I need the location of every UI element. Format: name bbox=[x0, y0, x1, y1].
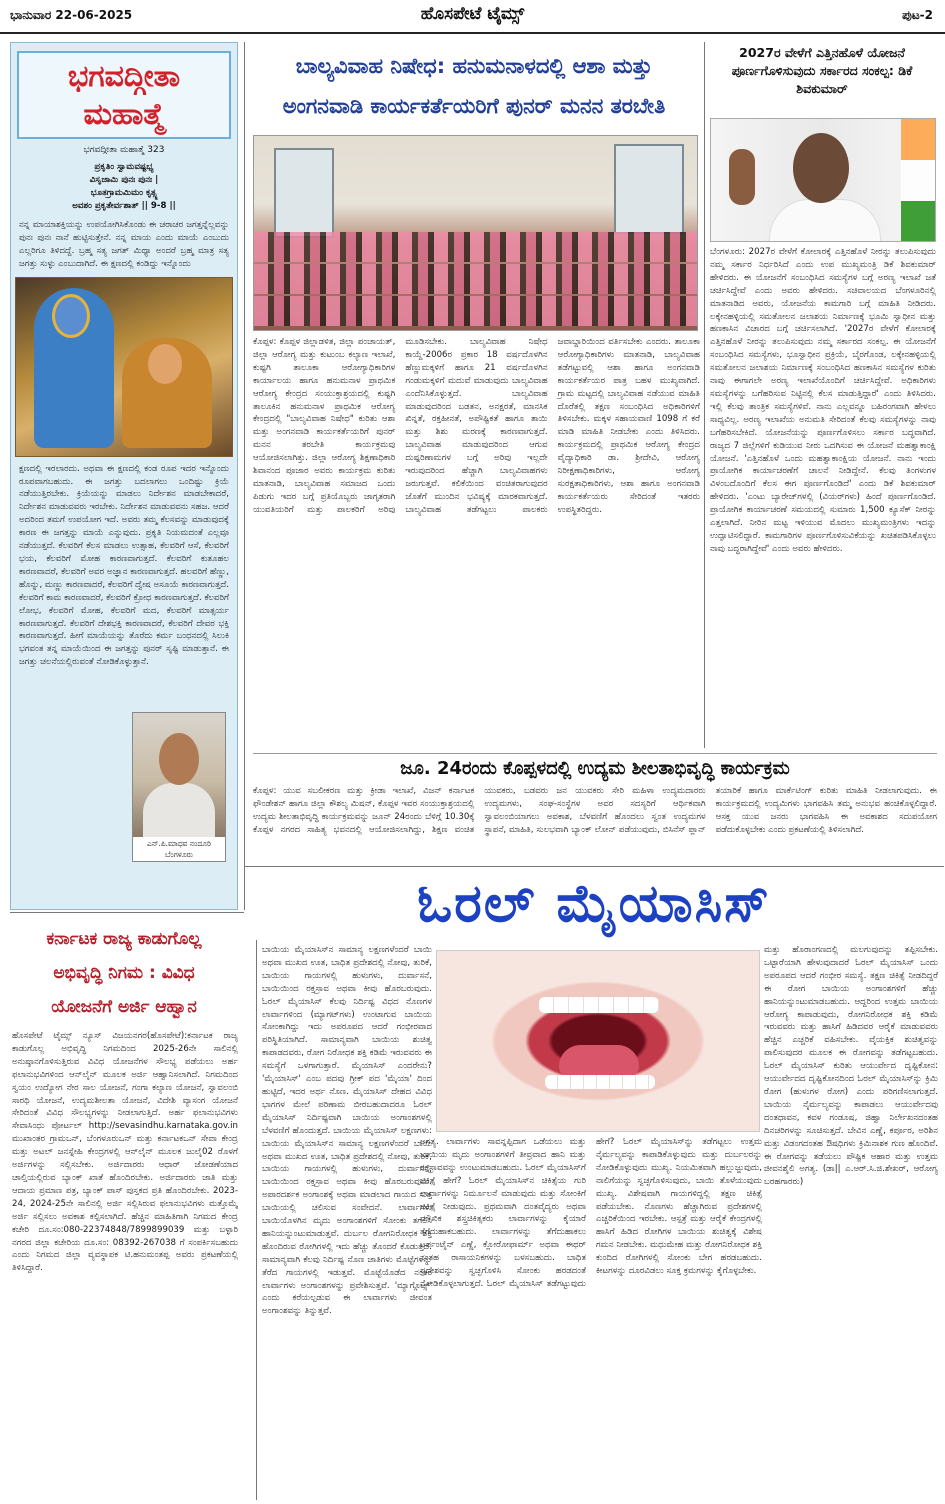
arjuna-head bbox=[148, 344, 182, 384]
page-number: ಪುಟ-2 bbox=[902, 8, 933, 22]
column-divider bbox=[704, 42, 705, 748]
masthead bbox=[0, 0, 945, 34]
author-place: ಬೆಂಗಳೂರು bbox=[164, 850, 193, 859]
window-left bbox=[274, 148, 334, 238]
lower-teeth bbox=[545, 1075, 655, 1089]
krdc-article: ಹೊಸಪೇಟೆ ಟೈಮ್ಸ್ ನ್ಯೂಸ್ ವಿಜಯನಗರ(ಹೊಸಪೇಟೆ):ಕರ್ನಾಟಕ ರಾಜ್ಯ ಕಾಡುಗೊಲ್ಲ ಅಭಿವೃದ್ಧಿ ನಿಗಮದಿಂದ 2025-26ನೇ ಸಾಲಿನಲ್ಲಿ ಅನುಷ್ಠಾನಗೊಳಿಸುತ್ತಿರುವ ವಿವಿಧ ಯೋಜನೆಗಳ ಸೌಲಭ್ಯ ಪಡೆಯಲು ಅರ್ಹ ಫಲಾನುಭವಿಗಳಿಂದ ಆನ್‌ಲೈನ್ ಮೂಲಕ ಅರ್ಜಿ ಆಹ್ವಾನಿಸಲಾಗಿದೆ. ನಿಗಮದಿಂದ ಸ್ವಯಂ ಉದ್ಯೋಗ ನೇರ ಸಾಲ ಯೋಜನೆ, ಗಂಗಾ ಕಲ್ಯಾಣ ಯೋಜನೆ, ಸ್ವಾವಲಂಬಿ ಸಾರಥಿ ಯೋಜನೆ, ಉದ್ಯಮಶೀಲತಾ ಯೋಜನೆ, ವಿದೇಶಿ ವ್ಯಾಸಂಗ ಯೋಜನೆ ಸೇರಿದಂತೆ ವಿವಿಧ ಸೌಲಭ್ಯಗಳನ್ನು ನೀಡಲಾಗುತ್ತಿದೆ. ಅರ್ಹ ಫಲಾನುಭವಿಗಳು ಸೇವಾಸಿಂಧು ಪೋರ್ಟಲ್ http://sevasindhu.karnataka.gov.in ಮುಖಾಂತರ ಗ್ರಾಮಒನ್, ಬೆಂಗಳೂರುಒನ್ ಮತ್ತು ಕರ್ನಾಟಕಒನ್ ಸೇವಾ ಕೇಂದ್ರ ಮತ್ತು ಅಟಲ್ ಜನಸ್ನೇಹಿ ಕೇಂದ್ರಗಳಲ್ಲಿ ಆನ್‌ಲೈನ್ ಮೂಲಕ ಜುಲೈ02 ರೊಳಗೆ ಅರ್ಜಿಗಳನ್ನು ಸಲ್ಲಿಸಬೇಕು. ಅರ್ಜಿದಾರರು ಆಧಾರ್ ಜೋಡಣೆಯಾದ ಚಾಲ್ತಿಯಲ್ಲಿರುವ ಬ್ಯಾಂಕ್ ಖಾತೆ ಹೊಂದಿರಬೇಕು. ಅರ್ಜಿದಾರರು ಜಾತಿ ಮತ್ತು ಆದಾಯ ಪ್ರಮಾಣ ಪತ್ರ, ಬ್ಯಾಂಕ್ ಪಾಸ್ ಪುಸ್ತಕದ ಪ್ರತಿ ಹೊಂದಿರಬೇಕು. 2023-24, 2024-25ನೇ ಸಾಲಿನಲ್ಲಿ ಅರ್ಜಿ ಸಲ್ಲಿಸಿರುವ ಫಲಾನುಭವಿಗಳು ಮತ್ತೊಮ್ಮೆ ಅರ್ಜಿ ಸಲ್ಲಿಸಲು ಅವಕಾಶ ಕಲ್ಪಿಸಲಾಗಿದೆ. ಹೆಚ್ಚಿನ ಮಾಹಿತಿಗಾಗಿ ನಿಗಮದ ಕೇಂದ್ರ ಕಚೇರಿ ದೂ.ಸಂ:080-22374848/7899899039 ಮತ್ತು ಬಳ್ಳಾರಿ ನಗರದ ಜಿಲ್ಲಾ ಕಚೇರಿಯ ದೂ.ಸಂ: 08392-267038 ಗೆ ಸಂಪರ್ಕಿಸಬಹುದು ಎಂದು ನಿಗಮದ ಜಿಲ್ಲಾ ವ್ಯವಸ್ಥಾಪಕ ಟಿ.ಹನುಮಂತಪ್ಪ ಅವರು ಪ್ರಕಟಣೆಯಲ್ಲಿ ತಿಳಿಸಿದ್ದಾರೆ. bbox=[12, 1031, 238, 1274]
oral-article-right: ಮತ್ತು ಹೊರಾಂಗಣದಲ್ಲಿ ಮಲಗುವುದನ್ನು ತಪ್ಪಿಸಬೇಕು. ಒಟ್ಟಾರೆಯಾಗಿ ಹೇಳುವುದಾದರೆ ಓರಲ್ ಮೈಯಾಸಿಸ್ ಒಂದು ಅಪರೂಪದ ಆದರೆ ಗಂಭೀರ ಸಮಸ್ಯೆ. ತಕ್ಷಣ ಚಿಕಿತ್ಸೆ ನೀಡದಿದ್ದರೆ ಈ ರೋಗ ಬಾಯಿಯ ಅಂಗಾಂಶಗಳಿಗೆ ಹೆಚ್ಚು ಹಾನಿಯನ್ನುಂಟುಮಾಡಬಹುದು. ಆದ್ದರಿಂದ ಉತ್ತಮ ಬಾಯಿಯ ಆರೋಗ್ಯ ಕಾಪಾಡುವುದು, ರೋಗನಿರೋಧಕ ಶಕ್ತಿ ಕಡಿಮೆ ಇರುವವರು ಮತ್ತು ಹಾಸಿಗೆ ಹಿಡಿದವರ ಆರೈಕೆ ಮಾಡುವವರು ಹೆಚ್ಚಿನ ಎಚ್ಚರಿಕೆ ವಹಿಸಬೇಕು. ವೈಯಕ್ತಿಕ ಶುಚಿತ್ವವನ್ನು ಪಾಲಿಸುವುದರ ಮೂಲಕ ಈ ರೋಗವನ್ನು ತಡೆಗಟ್ಟಬಹುದು. ಓರಲ್ ಮೈಯಾಸಿಸ್ ಕುರಿತು ಆಯುರ್ವೇದ ದೃಷ್ಟಿಕೋನ: ಆಯುರ್ವೇದದ ದೃಷ್ಟಿಕೋನದಿಂದ ಓರಲ್ ಮೈಯಾಸಿಸ್‌ನ್ನು ಕ್ರಿಮಿ ರೋಗ (ಹುಳುಗಳ ರೋಗ) ಎಂದು ಪರಿಗಣಿಸಲಾಗುತ್ತದೆ. ಬಾಯಿಯ ನೈರ್ಮಲ್ಯವನ್ನು ಕಾಪಾಡಲು ಆಯುರ್ವೇದವು ದಂತಧಾವನ, ಕವಳ ಗಂಡೂಷ, ಜಿಹ್ವಾ ನಿರ್ಲೇಖನದಂತಹ ದಿನಚರಿಗಳನ್ನು ಸೂಚಿಸುತ್ತದೆ. ಬೇವಿನ ಎಣ್ಣೆ, ಕರ್ಪೂರ, ಅರಿಶಿನ ಮತ್ತು ವಿಡಂಗದಂತಹ ಔಷಧಿಗಳು ಕ್ರಿಮಿನಾಶಕ ಗುಣ ಹೊಂದಿವೆ. ಈ ರೋಗವನ್ನು ತಡೆಯಲು ಪೌಷ್ಟಿಕ ಆಹಾರ ಮತ್ತು ಉತ್ತಮ ಜೀವನಶೈಲಿ ಅಗತ್ಯ. (ಡಾ|| ಎ.ಆರ್.ಸಿ.ಜಿ.ಶೇಖರ್, ಆರೋಗ್ಯ ಬರಹಗಾರರು) bbox=[764, 945, 938, 1188]
krdc-headline bbox=[10, 918, 238, 1028]
author-name: ಎನ್.ಪಿ.ಮಾಧವ ನಂದೂರಿ bbox=[147, 839, 211, 848]
attendees-row bbox=[254, 264, 698, 294]
child-headline-line1: ಬಾಲ್ಯವಿವಾಹ ನಿಷೇಧ: ಹನುಮನಾಳದಲ್ಲಿ ಆಶಾ ಮತ್ತು bbox=[295, 54, 653, 78]
author-face bbox=[159, 733, 199, 785]
gita-verse: ಪ್ರಕೃತಿಂ ಸ್ವಾಮವಷ್ಟಭ್ಯ ವಿಸೃಜಾಮಿ ಪುನಃ ಪುನಃ | ಭೂತಗ್ರಾಮಮಿಮಂ ಕೃತ್ಸ್ನ ಅವಶಂ ಪ್ರಕೃತೇರ್ವಶಾತ್ || 9-8 || bbox=[72, 162, 176, 211]
gita-title-line2: ಮಹಾತ್ಮೆ bbox=[83, 97, 165, 132]
oral-article-bottom: ಅಗತ್ಯ. ಲಾರ್ವಾಗಳು ಸಾವನ್ನಪ್ಪಿದಾಗ ಒಡೆಯಲು ಮತ್ತು ಬಾಯಿಯ ಮೃದು ಅಂಗಾಂಶಗಳಿಗೆ ತೀವ್ರವಾದ ಹಾನಿ ಮತ್ತು ರಕ್ತಸ್ರಾವವನ್ನು ಉಂಟುಮಾಡಬಹುದು. ಓರಲ್ ಮೈಯಾಸಿಸ್‌ಗೆ ಚಿಕಿತ್ಸೆ ಹೇಗೆ? ಓರಲ್ ಮೈಯಾಸಿಸ್‌ನ ಚಿಕಿತ್ಸೆಯ ಗುರಿ ಲಾರ್ವಾಗಳನ್ನು ನಿರ್ಮೂಲನೆ ಮಾಡುವುದು ಮತ್ತು ಸೋಂಕಿಗೆ ಚಿಕಿತ್ಸೆ ನೀಡುವುದು. ಪ್ರಥಮವಾಗಿ ದಂತವೈದ್ಯರು ಅಥವಾ ಮೌಖಿಕ ಶಸ್ತ್ರಚಿಕಿತ್ಸಕರು ಲಾರ್ವಾಗಳನ್ನು ಕೈಯಾರೆ ತೆಗೆದುಹಾಕಬಹುದು. ಲಾರ್ವಾಗಳನ್ನು ತೆಗೆದುಹಾಕಲು ಟರ್ಪಂಟೈನ್ ಎಣ್ಣೆ, ಕ್ಲೋರೋಫಾರ್ಮ್ ಅಥವಾ ಈಥರ್ ನಂತಹ ರಾಸಾಯನಿಕಗಳನ್ನು ಬಳಸಬಹುದು. ಬಾಧಿತ ಪ್ರದೇಶವನ್ನು ಸ್ವಚ್ಛಗೊಳಿಸಿ ಸೋಂಕು ಹರಡದಂತೆ ನೋಡಿಕೊಳ್ಳಲಾಗುತ್ತದೆ. ಓರಲ್ ಮೈಯಾಸಿಸ್ ತಡೆಗಟ್ಟುವುದು ಹೇಗೆ? ಓರಲ್ ಮೈಯಾಸಿಸ್‌ನ್ನು ತಡೆಗಟ್ಟಲು ಉತ್ತಮ ನೈರ್ಮಲ್ಯವನ್ನು ಕಾಪಾಡಿಕೊಳ್ಳುವುದು ಮತ್ತು ದುರ್ಬಲರನ್ನು ನೋಡಿಕೊಳ್ಳುವುದು ಮುಖ್ಯ. ನಿಯಮಿತವಾಗಿ ಹಲ್ಲುಜ್ಜುವುದು, ನಾಲಿಗೆಯನ್ನು ಸ್ವಚ್ಛಗೊಳಿಸುವುದು, ಬಾಯಿ ತೊಳೆಯುವುದು ಮುಖ್ಯ. ವಿಶೇಷವಾಗಿ ಗಾಯಗಳಿದ್ದಲ್ಲಿ ತಕ್ಷಣ ಚಿಕಿತ್ಸೆ ಪಡೆಯಬೇಕು. ನೊಣಗಳು ಹೆಚ್ಚಾಗಿರುವ ಪ್ರದೇಶಗಳಲ್ಲಿ ಎಚ್ಚರಿಕೆಯಿಂದ ಇರಬೇಕು. ಆಸ್ಪತ್ರೆ ಮತ್ತು ಆರೈಕೆ ಕೇಂದ್ರಗಳಲ್ಲಿ ಹಾಸಿಗೆ ಹಿಡಿದ ರೋಗಿಗಳ ಬಾಯಿಯ ಶುಚಿತ್ವಕ್ಕೆ ವಿಶೇಷ ಗಮನ ನೀಡಬೇಕು. ಮಧುಮೇಹ ಮತ್ತು ರೋಗನಿರೋಧಕ ಶಕ್ತಿ ಕುಂದಿದ ರೋಗಿಗಳಲ್ಲಿ ಸೋಂಕು ಬೇಗ ಹರಡಬಹುದು. ಕೀಟಗಳನ್ನು ದೂರವಿಡಲು ಸೂಕ್ತ ಕ್ರಮಗಳನ್ನು ಕೈಗೊಳ್ಳಬೇಕು. bbox=[420, 1137, 762, 1289]
issue-date: ಭಾನುವಾರ 22-06-2025 bbox=[10, 8, 133, 22]
author-image bbox=[133, 713, 225, 837]
open-mouth-photo bbox=[436, 950, 760, 1132]
dk-photo bbox=[710, 118, 936, 242]
dk-shirt bbox=[769, 199, 881, 242]
upper-teeth bbox=[539, 997, 659, 1013]
oral-myiasis-headline: ಓರಲ್ ಮೈಯಾಸಿಸ್ bbox=[417, 874, 771, 934]
training-photo bbox=[253, 135, 698, 331]
attendees-row bbox=[254, 232, 698, 262]
column-divider bbox=[256, 940, 257, 1500]
flag-background bbox=[901, 119, 935, 242]
author-body bbox=[143, 783, 215, 837]
attendees-row bbox=[254, 296, 698, 326]
oral-article-left: ಬಾಯಿಯ ಮೈಯಾಸಿಸ್‌ನ ಸಾಮಾನ್ಯ ಲಕ್ಷಣಗಳೆಂದರೆ ಬಾಯಿ ಅಥವಾ ಮುಖದ ಊತ, ಬಾಧಿತ ಪ್ರದೇಶದಲ್ಲಿ ನೋವು, ತುರಿಕೆ, ಬಾಯಿಯ ಗಾಯಗಳಲ್ಲಿ ಹುಳುಗಳು, ದುರ್ವಾಸನೆ, ಬಾಯಿಯಿಂದ ರಕ್ತಸ್ರಾವ ಅಥವಾ ಕೀವು ಹೊರಬರುವುದು. ಓರಲ್ ಮೈಯಾಸಿಸ್ ಕೆಲವು ನಿರ್ದಿಷ್ಟ ವಿಧದ ನೊಣಗಳ ಲಾರ್ವಾಗಳಿಂದ (ಮ್ಯಾಗಟ್‌ಗಳು) ಉಂಟಾಗುವ ಬಾಯಿಯ ಸೋಂಕಾಗಿದ್ದು ಇದು ಅಪರೂಪದ ಆದರೆ ಗಂಭೀರವಾದ ಪರಿಸ್ಥಿತಿಯಾಗಿದೆ. ಸಾಮಾನ್ಯವಾಗಿ ಬಾಯಿಯ ಶುಚಿತ್ವ ಕಾಪಾಡದವರು, ರೋಗ ನಿರೋಧಕ ಶಕ್ತಿ ಕಡಿಮೆ ಇರುವವರು ಈ ಸಮಸ್ಯೆಗೆ ಒಳಗಾಗುತ್ತಾರೆ. ಮೈಯಾಸಿಸ್ ಎಂದರೇನು? 'ಮೈಯಾಸಿಸ್' ಎಂಬ ಪದವು ಗ್ರೀಕ್ ಪದ 'ಮೈಯಾ' ದಿಂದ ಹುಟ್ಟಿದೆ, ಇದರ ಅರ್ಥ ನೊಣ. ಮೈಯಾಸಿಸ್ ದೇಹದ ವಿವಿಧ ಭಾಗಗಳ ಮೇಲೆ ಪರಿಣಾಮ ಬೀರಬಹುದಾದರೂ ಓರಲ್ ಮೈಯಾಸಿಸ್ ನಿರ್ದಿಷ್ಟವಾಗಿ ಬಾಯಿಯ ಅಂಗಾಂಶಗಳಲ್ಲಿ ಬೆಳವಣಿಗೆ ಹೊಂದುತ್ತದೆ. ಬಾಯಿಯ ಮೈಯಾಸಿಸ್ ಲಕ್ಷಣಗಳು: ಬಾಯಿಯ ಮೈಯಾಸಿಸ್‌ನ ಸಾಮಾನ್ಯ ಲಕ್ಷಣಗಳೆಂದರೆ ಬಾಯಿ ಅಥವಾ ಮುಖದ ಊತ, ಬಾಧಿತ ಪ್ರದೇಶದಲ್ಲಿ ನೋವು, ತುರಿಕೆ, ಬಾಯಿಯ ಗಾಯಗಳಲ್ಲಿ ಹುಳುಗಳು, ದುರ್ವಾಸನೆ, ಬಾಯಿಯಿಂದ ರಕ್ತಸ್ರಾವ ಅಥವಾ ಕೀವು ಹೊರಬರುವುದು. ಅಪಾರದರ್ಶಕ ಅಂಗಾಂಶಕ್ಕೆ ಅಥವಾ ಮಾಡಲಾದ ಗಾಯದ ಸುತ್ತ ಬಾಯಿಯಲ್ಲಿ ಚಲಿಸುವ ಸಂವೇದನೆ. ಲಾರ್ವಾಗಳು ಬಾಯಿಯೊಳಗಿನ ಮೃದು ಅಂಗಾಂಶಗಳಿಗೆ ಸೋಂಕು ತಗಲಿಸಿ ಹಾನಿಯನ್ನುಂಟುಮಾಡುತ್ತವೆ. ದುರ್ಬಲ ರೋಗನಿರೋಧಕ ಶಕ್ತಿ ಹೊಂದಿರುವ ರೋಗಿಗಳಲ್ಲಿ ಇದು ಹೆಚ್ಚು ತೊಂದರೆ ಕೊಡುತ್ತದೆ. ಸಾಮಾನ್ಯವಾಗಿ ಕೆಲವು ನಿರ್ದಿಷ್ಟ ನೊಣ ಜಾತಿಗಳು ಮೊಟ್ಟೆಗಳನ್ನು ತೆರೆದ ಗಾಯಗಳಲ್ಲಿ ಇಡುತ್ತವೆ. ಮೊಟ್ಟೆಯೊಡೆದ ನಂತರ ಲಾರ್ವಾಗಳು ಅಂಗಾಂಶಗಳನ್ನು ಪ್ರವೇಶಿಸುತ್ತವೆ. 'ಮ್ಯಾಗ್ಗೊಟ್ಸ್' ಎಂದು ಕರೆಯಲ್ಪಡುವ ಈ ಲಾರ್ವಾಗಳು ಜೀವಂತ ಅಂಗಾಂಶವನ್ನು ತಿನ್ನುತ್ತವೆ. bbox=[262, 945, 432, 1317]
gita-subtitle: ಭಗವದ್ಗೀತಾ ಮಹಾತ್ಮೆ 323 bbox=[83, 145, 165, 155]
tongue bbox=[559, 1045, 639, 1077]
newspaper-name: ಹೊಸಪೇಟೆ ಟೈಮ್ಸ್ bbox=[420, 4, 525, 24]
dk-hand bbox=[729, 149, 755, 205]
author-caption bbox=[133, 837, 225, 860]
dk-article: ಬೆಂಗಳೂರು: 2027ರ ವೇಳೆಗೆ ಕೋಲಾರಕ್ಕೆ ಎತ್ತಿನಹೊಳೆ ನೀರನ್ನು ತಲುಪಿಸುವುದು ನಮ್ಮ ಸರ್ಕಾರ ನಿರ್ಧರಿಸಿದೆ ಎಂದು ಉಪ ಮುಖ್ಯಮಂತ್ರಿ ಡಿಕೆ ಶಿವಕುಮಾರ್ ಹೇಳಿದರು. ಈ ಯೋಜನೆಗೆ ಸಂಬಂಧಿಸಿದ ಸಮಸ್ಯೆಗಳ ಬಗ್ಗೆ ಅರಣ್ಯ ಇಲಾಖೆ ಜತೆ ಚರ್ಚಿಸಿದ್ದೇವೆ ಎಂದು ಅವರು ಹೇಳಿದರು. ಸಚಿವಾಲಯದ ಬೆಂಗಳೂರಿನಲ್ಲಿ ಮಾತನಾಡಿದ ಅವರು, ಯೋಜನೆಯ ಕಾಮಗಾರಿ ಬಗ್ಗೆ ಮಾಹಿತಿ ನೀಡಿದರು. ಲಕ್ಕೇನಹಳ್ಳಿಯಲ್ಲಿ ಸಮತೋಲನ ಜಲಾಶಯ ನಿರ್ಮಾಣಕ್ಕೆ ಭೂಮಿ ಸ್ವಾಧೀನ ಮತ್ತು ಹಣಕಾಸಿನ ವಿಚಾರದ ಬಗ್ಗೆ ಚರ್ಚಿಸಲಾಗಿದೆ. '2027ರ ವೇಳೆಗೆ ಕೋಲಾರಕ್ಕೆ ಎತ್ತಿನಹೊಳೆ ನೀರನ್ನು ತಲುಪಿಸುವುದು ನಮ್ಮ ಸರ್ಕಾರದ ಸಂಕಲ್ಪ. ಈ ಯೋಜನೆಗೆ ಸಂಬಂಧಿಸಿದ ಸಮಸ್ಯೆಗಳು, ಭೂಸ್ವಾಧೀನ ಪ್ರಕ್ರಿಯೆ, ಬೈರಗೊಂಡ, ಲಕ್ಕೇನಹಳ್ಳಿಯಲ್ಲಿ ಸಮತೋಲನ ಜಲಾಶಯ ನಿರ್ಮಾಣಕ್ಕೆ ಸಂಬಂಧಿಸಿದ ಹಣಕಾಸಿನ ಸಮಸ್ಯೆಗಳ ಕುರಿತು ನಾವು ಈಗಾಗಲೇ ಅರಣ್ಯ ಇಲಾಖೆಯೊಂದಿಗೆ ಚರ್ಚಿಸಿದ್ದೇವೆ. ಅಧಿಕಾರಿಗಳು ಸಮಸ್ಯೆಗಳನ್ನು ಬಗೆಹರಿಸುವ ನಿಟ್ಟಿನಲ್ಲಿ ಕೆಲಸ ಮಾಡುತ್ತಿದ್ದಾರೆ' ಎಂದು ತಿಳಿಸಿದರು. ಇಲ್ಲಿ ಕೆಲವು ತಾಂತ್ರಿಕ ಸಮಸ್ಯೆಗಳಿವೆ. ನಾನು ಎಲ್ಲವನ್ನೂ ಬಹಿರಂಗವಾಗಿ ಹೇಳಲು ಸಾಧ್ಯವಿಲ್ಲ. ಅರಣ್ಯ ಇಲಾಖೆಯ ಅನುಮತಿ ಸೇರಿದಂತೆ ಕೆಲವು ಸಮಸ್ಯೆಗಳನ್ನು ನಾವು ಬಗೆಹರಿಸಬೇಕಿದೆ. ಯೋಜನೆಯನ್ನು ಪೂರ್ಣಗೊಳಿಸಲು ಸರ್ಕಾರ ಬದ್ಧವಾಗಿದೆ. ರಾಜ್ಯದ 7 ಜಿಲ್ಲೆಗಳಿಗೆ ಕುಡಿಯುವ ನೀರು ಒದಗಿಸುವ ಈ ಯೋಜನೆ ಮಹತ್ವಾಕಾಂಕ್ಷಿ ಯೋಜನೆ. 'ಎತ್ತಿನಹೊಳೆ ಒಂದು ಮಹತ್ವಾಕಾಂಕ್ಷಿಯ ಯೋಜನೆ. ನಾನು ಇಂದು ಪ್ರಾಯೋಗಿಕ ಕಾರ್ಯಾಚರಣೆಗೆ ಚಾಲನೆ ನೀಡಿದ್ದೇನೆ. ಕೆಲವು ತಿಂಗಳುಗಳ ವಿಳಂಬದೊಂದಿಗೆ ಕೆಲಸ ಈಗ ಪೂರ್ಣಗೊಂಡಿದೆ' ಎಂದು ಡಿಕೆ ಶಿವಕುಮಾರ್ ಹೇಳಿದರು. 'ಎಂಟು ಬ್ಯಾರೇಜ್‌ಗಳಲ್ಲಿ (ವಿಯರ್‌ಗಳು) ಹಿಂದೆ ಪೂರ್ಣಗೊಂಡಿದೆ. ಪ್ರಾಯೋಗಿಕ ಕಾರ್ಯಾಚರಣೆ ಸಮಯದಲ್ಲಿ ಸುಮಾರು 1,500 ಕ್ಯೂಸೆಕ್ ನೀರನ್ನು ಎತ್ತಲಾಗಿದೆ. ನೀರಿನ ಮಟ್ಟ ಇಳಿಯುವ ಮೊದಲು ಮುಖ್ಯಮಂತ್ರಿಗಳು ಇದನ್ನು ಉದ್ಘಾಟಿಸಲಿದ್ದಾರೆ. ಕಾಮಗಾರಿಗಳ ಪೂರ್ಣಗೊಳಿಸುವಿಕೆಯನ್ನು ಖಚಿತಪಡಿಸಿಕೊಳ್ಳಲು ನಾವು ಬದ್ಧರಾಗಿದ್ದೇವೆ' ಎಂದು ಅವರು ಹೇಳಿದರು. bbox=[710, 247, 936, 554]
author-photo bbox=[132, 712, 226, 862]
krdc-headline-line2: ಅಭಿವೃದ್ಧಿ ನಿಗಮ : ವಿವಿಧ bbox=[53, 963, 195, 983]
child-marriage-headline bbox=[244, 42, 704, 130]
gita-para2: ಕ್ಷಣದಲ್ಲಿ ಇರಲಾರದು. ಅಥವಾ ಈ ಕ್ಷಣದಲ್ಲಿ ಕಂಡ ರೂಪ ಇದರ ಇನ್ನೊಂದು ರೂಪವಾಗಬಹುದು. ಈ ಜಗತ್ತು ಬದಲಾಗಲು ಒಂದಿಷ್ಟು ಕ್ರಿಯೆ ನಡೆಯುತ್ತಿರಬೇಕು. ಕ್ರಿಯೆಯನ್ನು ಮಾಡಲು ನಿರ್ದೇಶನ ಮಾಡಬೇಕಾದರೆ, ನಿರ್ದೇಶನ ಮಾಡುವವರು ಇರಬೇಕು. ನಿರ್ದೇಶನ ಮಾಡುವವನು ಸಹಜ. ಆದರೆ ಅದರಿಂದ ತಮಗೆ ಉಪಯೋಗ ಇದೆ. ಅವರು ತಮ್ಮ ಕೆಲಸವನ್ನು ಮಾಡುವುದಕ್ಕೆ ಕಾರಣ ಈ ಜಗತ್ತನ್ನು ಮಾಯೆ ಎನ್ನುವುದು. ಪ್ರಕೃತಿ ನಿಯಮದಂತೆ ಎಲ್ಲವೂ ನಡೆಯುತ್ತದೆ. ಕೆಲವರಿಗೆ ಕೆಲಸ ಮಾಡಲು ಉತ್ಸಾಹ, ಕೆಲವರಿಗೆ ಆಸೆ, ಕೆಲವರಿಗೆ ಭಯ, ಕೆಲವರಿಗೆ ಮೋಹ ಕಾರಣವಾಗುತ್ತದೆ. ಕೆಲವರಿಗೆ ಕುತೂಹಲ ಕಾರಣವಾದರೆ, ಕೆಲವರಿಗೆ ಅವರ ಅಜ್ಞಾನ ಕಾರಣವಾಗುತ್ತದೆ. ಹಲವರಿಗೆ ಹೆಣ್ಣು, ಹೊನ್ನು, ಮಣ್ಣು ಕಾರಣವಾದರೆ, ಕೆಲವರಿಗೆ ದ್ವೇಷ ಅಸೂಯೆ ಕಾರಣವಾಗುತ್ತದೆ. ಕೆಲವರಿಗೆ ಕಾಮ ಕಾರಣವಾದರೆ, ಕೆಲವರಿಗೆ ಕ್ರೋಧ ಕಾರಣವಾಗುತ್ತದೆ. ಕೆಲವರಿಗೆ ಲೋಭ, ಕೆಲವರಿಗೆ ಮೋಹ, ಕೆಲವರಿಗೆ ಮದ, ಕೆಲವರಿಗೆ ಮಾತ್ಸರ್ಯ ಕಾರಣವಾಗುತ್ತದೆ. ಕೆಲವರಿಗೆ ದೇಶಭಕ್ತಿ ಕಾರಣವಾದರೆ, ಕೆಲವರಿಗೆ ದೇವರ ಭಕ್ತಿ ಕಾರಣವಾಗುತ್ತದೆ. ಹೀಗೆ ಮಾಯೆಯನ್ನು ತೊರೆದು ಕರ್ಮ ಬಂಧನದಲ್ಲಿ ಸಿಲುಕಿ ಭಗವಂತ ತನ್ನ ಮಾಯೆಯಿಂದ ಈ ಜಗತ್ತನ್ನು ಪುನರ್ ಸೃಷ್ಟಿ ಮಾಡುತ್ತಾನೆ. ಈ ಜಗತ್ತು ಚಲನೆಯಲ್ಲಿರುವಂತೆ ನೋಡಿಕೊಳ್ಳುತ್ತಾನೆ. bbox=[19, 463, 229, 668]
krdc-headline-line1: ಕರ್ನಾಟಕ ರಾಜ್ಯ ಕಾಡುಗೊಲ್ಲ bbox=[46, 929, 202, 949]
section-divider bbox=[244, 866, 944, 867]
udyama-headline: ಜೂ. 24ರಂದು ಕೊಪ್ಪಳದಲ್ಲಿ ಉದ್ಯಮ ಶೀಲತಾಭಿವೃದ್ಧಿ ಕಾರ್ಯಕ್ರಮ bbox=[253, 753, 937, 783]
krishna-arjuna-image bbox=[15, 277, 233, 457]
gita-title bbox=[17, 51, 231, 139]
section-divider bbox=[10, 912, 244, 913]
udyama-article: ಕೊಪ್ಪಳ: ಯುವ ಸಬಲೀಕರಣ ಮತ್ತು ಕ್ರೀಡಾ ಇಲಾಖೆ, ವಿಜನ್ ಕರ್ನಾಟಕ ಫೌಂಡೇಶನ್ ಹಾಗೂ ಜಿಲ್ಲಾ ಕೌಶಲ್ಯ ಮಿಷನ್, ಕೊಪ್ಪಳ ಇವರ ಸಂಯುಕ್ತಾಶ್ರಯದಲ್ಲಿ ಉದ್ಯಮ ಶೀಲತಾಭಿವೃದ್ಧಿ ಕಾರ್ಯಕ್ರಮವನ್ನು ಜೂನ್ 24ರಂದು ಬೆಳಿಗ್ಗೆ 10.30ಕ್ಕೆ ಕೊಪ್ಪಳ ನಗರದ ಸಾಹಿತ್ಯ ಭವನದಲ್ಲಿ ಆಯೋಜಿಸಲಾಗಿದ್ದು, ಶಿಕ್ಷಣ ವಂಚಿತ ಯುವಕರು, ಬಡವರು ಜನ ಯುವಕರು ಸೇರಿ ಮಹಿಳಾ ಉದ್ಯಮದಾರರು ಉದ್ಯಮಗಳು, ಸಂಘ-ಸಂಸ್ಥೆಗಳ ಅವರ ಸದಸ್ಯರಿಗೆ ಆರ್ಥಿಕವಾಗಿ ಸ್ವಾವಲಂಬಿಯಾಗಲು ಅವಕಾಶ, ಬೆಳವಣಿಗೆ ಹೊಂದಲು ಸ್ವಂತ ಉದ್ಯಮಗಳ ಸ್ಥಾಪನೆ, ಮಾಹಿತಿ, ಸುಲಭವಾಗಿ ಬ್ಯಾಂಕ್ ಲೋನ್ ಪಡೆಯುವುದು, ಬಿಸಿನೆಸ್ ಪ್ಲಾನ್ ತಯಾರಿಕೆ ಹಾಗೂ ಮಾರ್ಕೆಟಿಂಗ್ ಕುರಿತು ಮಾಹಿತಿ ನೀಡಲಾಗುವುದು. ಈ ಕಾರ್ಯಕ್ರಮದಲ್ಲಿ ಉದ್ಯಮಿಗಳು ಭಾಗವಹಿಸಿ ತಮ್ಮ ಅನುಭವ ಹಂಚಿಕೊಳ್ಳಲಿದ್ದಾರೆ. ಆಸಕ್ತ ಯುವ ಜನರು ಭಾಗವಹಿಸಿ ಈ ಅವಕಾಶದ ಸದುಪಯೋಗ ಪಡೆದುಕೊಳ್ಳಬೇಕು ಎಂದು ಪ್ರಕಟಣೆಯಲ್ಲಿ ತಿಳಿಸಲಾಗಿದೆ. bbox=[253, 786, 937, 835]
column-divider bbox=[244, 42, 245, 910]
krishna-head bbox=[52, 294, 90, 338]
child-headline-line2: ಅಂಗನವಾಡಿ ಕಾರ್ಯಕರ್ತೆಯರಿಗೆ ಪುನರ್ ಮನನ ತರಬೇತಿ bbox=[282, 94, 666, 118]
window-right bbox=[614, 144, 684, 234]
child-marriage-article: ಕೊಪ್ಪಳ: ಕೊಪ್ಪಳ ಜಿಲ್ಲಾಡಳಿತ, ಜಿಲ್ಲಾ ಪಂಚಾಯತ್, ಜಿಲ್ಲಾ ಆರೋಗ್ಯ ಮತ್ತು ಕುಟುಂಬ ಕಲ್ಯಾಣ ಇಲಾಖೆ, ಕುಷ್ಟಗಿ ತಾಲೂಕಾ ಆರೋಗ್ಯಾಧಿಕಾರಿಗಳ ಕಾರ್ಯಾಲಯ ಹಾಗೂ ಹನುಮನಾಳ ಪ್ರಾಥಮಿಕ ಆರೋಗ್ಯ ಕೇಂದ್ರದ ಸಂಯುಕ್ತಾಶ್ರಯದಲ್ಲಿ ಕುಷ್ಟಗಿ ತಾಲೂಕಿನ ಹನುಮನಾಳ ಪ್ರಾಥಮಿಕ ಆರೋಗ್ಯ ಕೇಂದ್ರದಲ್ಲಿ "ಬಾಲ್ಯವಿವಾಹ ನಿಷೇಧ" ಕುರಿತು ಆಶಾ ಮತ್ತು ಅಂಗನವಾಡಿ ಕಾರ್ಯಕರ್ತೆಯರಿಗೆ ಪುನರ್ ಮನನ ತರಬೇತಿ ಕಾರ್ಯಕ್ರಮವು ಆಯೋಜಿಸಲಾಗಿತ್ತು. ಜಿಲ್ಲಾ ಆರೋಗ್ಯ ಶಿಕ್ಷಣಾಧಿಕಾರಿ ಶಿವಾನಂದ ಪೂಜಾರ ಅವರು ಕಾರ್ಯಕ್ರಮ ಕುರಿತು ಮಾತನಾಡಿ, ಬಾಲ್ಯವಿವಾಹ ಸಮಾಜದ ಒಂದು ಪಿಡುಗು ಇದರ ಬಗ್ಗೆ ಪ್ರತಿಯೊಬ್ಬರು ಜಾಗೃತರಾಗಿ ಯುವತಿಯರಿಗೆ ಮತ್ತು ಪಾಲಕರಿಗೆ ಅರಿವು ಮೂಡಿಸಬೇಕು. ಬಾಲ್ಯವಿವಾಹ ನಿಷೇಧ ಕಾಯ್ದೆ-2006ರ ಪ್ರಕಾರ 18 ವರ್ಷದೊಳಗಿನ ಹೆಣ್ಣುಮಕ್ಕಳಿಗೆ ಹಾಗೂ 21 ವರ್ಷದೊಳಗಿನ ಗಂಡುಮಕ್ಕಳಿಗೆ ಮದುವೆ ಮಾಡುವುದು ಬಾಲ್ಯವಿವಾಹ ಎಂದೆನಿಸಿಕೊಳ್ಳುತ್ತದೆ. ಬಾಲ್ಯವಿವಾಹ ಮಾಡುವುದರಿಂದ ಬಡತನ, ಅನಕ್ಷರತೆ, ಮಾನಸಿಕ ಖಿನ್ನತೆ, ರಕ್ತಹೀನತೆ, ಅಪೌಷ್ಟಿಕತೆ ಹಾಗೂ ತಾಯಿ ಮತ್ತು ಶಿಶು ಮರಣಕ್ಕೆ ಕಾರಣವಾಗುತ್ತದೆ. ಬಾಲ್ಯವಿವಾಹ ಮಾಡುವುದರಿಂದ ಆಗುವ ದುಷ್ಪರಿಣಾಮಗಳ ಬಗ್ಗೆ ಅರಿವು ಇಲ್ಲದೇ ಇರುವುದರಿಂದ ಹೆಚ್ಚಾಗಿ ಬಾಲ್ಯವಿವಾಹಗಳು ಜರುಗುತ್ತವೆ. ಕಲಿಕೆಯಿಂದ ವಂಚಿತರಾಗುವುದರ ಜೊತೆಗೆ ಮುಂದಿನ ಭವಿಷ್ಯಕ್ಕೆ ಮಾರಕವಾಗುತ್ತದೆ. ಬಾಲ್ಯವಿವಾಹ ತಡೆಗಟ್ಟಲು ಪಾಲಕರು ಜವಾಬ್ದಾರಿಯಿಂದ ವರ್ತಿಸಬೇಕು ಎಂದರು. ತಾಲೂಕಾ ಆರೋಗ್ಯಾಧಿಕಾರಿಗಳು ಮಾತನಾಡಿ, ಬಾಲ್ಯವಿವಾಹ ತಡೆಗಟ್ಟುವಲ್ಲಿ ಆಶಾ ಹಾಗೂ ಅಂಗನವಾಡಿ ಕಾರ್ಯಕರ್ತೆಯರ ಪಾತ್ರ ಬಹಳ ಮುಖ್ಯವಾಗಿದೆ. ಗ್ರಾಮ ಮಟ್ಟದಲ್ಲಿ ಬಾಲ್ಯವಿವಾಹ ನಡೆಯುವ ಮಾಹಿತಿ ದೊರೆತಲ್ಲಿ ತಕ್ಷಣ ಸಂಬಂಧಿಸಿದ ಅಧಿಕಾರಿಗಳಿಗೆ ತಿಳಿಸಬೇಕು. ಮಕ್ಕಳ ಸಹಾಯವಾಣಿ 1098 ಗೆ ಕರೆ ಮಾಡಿ ಮಾಹಿತಿ ನೀಡಬೇಕು ಎಂದು ತಿಳಿಸಿದರು. ಕಾರ್ಯಕ್ರಮದಲ್ಲಿ ಪ್ರಾಥಮಿಕ ಆರೋಗ್ಯ ಕೇಂದ್ರದ ವೈದ್ಯಾಧಿಕಾರಿ ಡಾ. ಶ್ರೀದೇವಿ, ಆರೋಗ್ಯ ನಿರೀಕ್ಷಣಾಧಿಕಾರಿಗಳು, ಆರೋಗ್ಯ ಸುರಕ್ಷತಾಧಿಕಾರಿಗಳು, ಆಶಾ ಹಾಗೂ ಅಂಗನವಾಡಿ ಕಾರ್ಯಕರ್ತೆಯರು ಸೇರಿದಂತೆ ಇತರರು ಉಪಸ್ಥಿತರಿದ್ದರು. bbox=[253, 337, 700, 515]
gita-para1: ನನ್ನ ಮಾಯಾಶಕ್ತಿಯನ್ನು ಉಪಯೋಗಿಸಿಕೊಂಡು ಈ ಚರಾಚರ ಜಗತ್ತನ್ನೆಲ್ಲವನ್ನು ಪುನಃ ಪುನಃ ನಾನೆ ಹುಟ್ಟಿಸುತ್ತೇನೆ. ನನ್ನ ಮಾಯ ಎಂದು ಮಾಯೆ ಎಂಬುದು ಎಲ್ಲರಿಗೂ ತಿಳಿದದ್ದೆ. ಬ್ರಹ್ಮ ಸತ್ಯ ಜಗತ್ ಮಿಥ್ಯಾ ಅಂದರೆ ಬ್ರಹ್ಮ ಮಾತ್ರ ಸತ್ಯ ಜಗತ್ತು ಸುಳ್ಳು ಎಂಬುದಾಗಿದೆ. ಈ ಕ್ಷಣದಲ್ಲಿ ಕಂಡಿದ್ದು ಇನ್ನೊಂದು bbox=[19, 220, 229, 269]
krdc-headline-line3: ಯೋಜನೆಗೆ ಅರ್ಜಿ ಆಹ್ವಾನ bbox=[51, 997, 197, 1017]
dk-headline: 2027ರ ವೇಳೆಗೆ ಎತ್ತಿನಹೊಳೆ ಯೋಜನೆ ಪೂರ್ಣಗೊಳಿಸುವುದು ಸರ್ಕಾರದ ಸಂಕಲ್ಪ: ಡಿಕೆ ಶಿವಕುಮಾರ್ bbox=[731, 45, 913, 96]
gita-title-line1: ಭಗವದ್ಗೀತಾ bbox=[67, 59, 181, 94]
dk-face bbox=[793, 133, 849, 203]
